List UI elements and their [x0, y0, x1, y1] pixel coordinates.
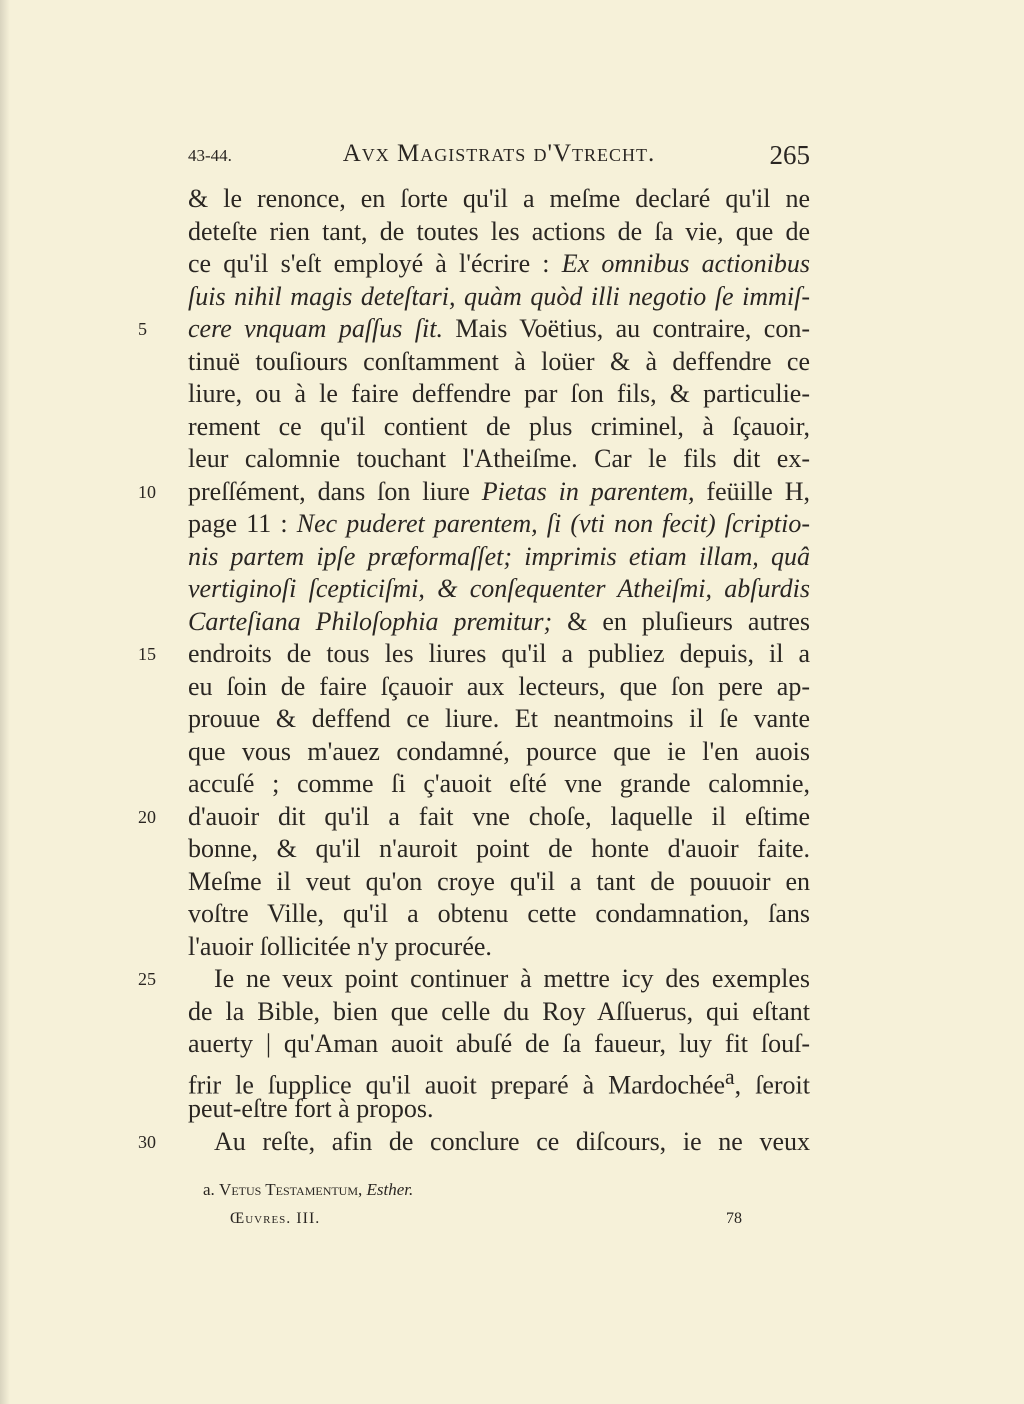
- roman-text: Ie ne veux point continuer à mettre icy des exemples: [214, 964, 810, 993]
- text-line: [188, 736, 810, 769]
- text-line: [138, 801, 810, 834]
- line-number: 20: [138, 806, 156, 827]
- text-line: [188, 378, 810, 411]
- line-number: 5: [138, 319, 147, 339]
- text-line: [138, 963, 810, 996]
- roman-text: page 11 :: [188, 509, 297, 538]
- italic-text: Carteſiana Philoſophia premitur;: [188, 606, 553, 636]
- roman-text: voſtre Ville, qu'il a obtenu cette condamnation, ſans: [188, 899, 810, 928]
- text-line: [188, 573, 810, 606]
- italic-text: ſuis nihil magis deteſtari, quàm quòd illi negotio ſe immiſ-: [188, 281, 810, 311]
- roman-text: l'auoir ſollicitée n'y procurée.: [188, 931, 492, 961]
- text-line: [188, 833, 810, 866]
- text-line: [138, 638, 810, 671]
- roman-text: auerty | qu'Aman auoit abuſé de ſa faueur, luy fit ſouſ-: [188, 1029, 810, 1058]
- roman-text: d'auoir dit qu'il a fait vne choſe, laquelle il eſtime: [188, 801, 810, 831]
- roman-text: tinuë touſiours conſtamment à loüer & à deffendre ce: [188, 346, 810, 376]
- text-line: [188, 671, 810, 704]
- body-text: [138, 183, 811, 1158]
- roman-text: accuſé ; comme ſi ç'auoit eſté vne grande calomnie,: [188, 769, 810, 798]
- footnote: [203, 1180, 413, 1200]
- line-number: 15: [138, 644, 156, 664]
- roman-text: Au reſte, afin de conclure ce diſcours, ie ne veux: [214, 1126, 810, 1156]
- text-line: [188, 768, 810, 801]
- roman-text: prouue & deffend ce liure. Et neantmoins il ſe vante: [188, 704, 810, 733]
- text-line: [188, 996, 810, 1029]
- signature-mark: Œuvres. III.: [230, 1210, 321, 1227]
- text-line: [188, 411, 810, 444]
- text-line: [188, 866, 810, 899]
- text-line: [138, 313, 811, 346]
- text-line: [188, 606, 810, 639]
- text-line: [188, 703, 810, 736]
- roman-text: bonne, & qu'il n'auroit point de honte d'auoir faite.: [188, 834, 810, 863]
- header-page-range: 43-44.: [188, 146, 232, 165]
- text-line: [188, 898, 810, 931]
- text-line: [188, 216, 810, 249]
- header-title: Avx Magistrats d'Vtrecht.: [342, 140, 656, 167]
- text-line: [188, 183, 810, 216]
- roman-text: que vous m'auez condamné, pource que ie l'en auois: [188, 736, 810, 766]
- roman-text: ce qu'il s'eſt employé à l'écrire :: [188, 249, 562, 278]
- text-line: [188, 931, 810, 964]
- roman-text: rement ce qu'il contient de plus criminel, à ſçauoir,: [188, 411, 810, 441]
- roman-text: & en pluſieurs autres: [552, 606, 810, 636]
- roman-text: frir le ſupplice qu'il auoit preparé à Mardochée: [188, 1070, 726, 1100]
- text-line: [188, 508, 810, 541]
- text-line: [188, 1061, 810, 1100]
- roman-text: deteſte rien tant, de toutes les actions de ſa vie, que de: [188, 216, 810, 246]
- text-line: [138, 1126, 810, 1159]
- italic-text: Pietas in parentem,: [481, 476, 695, 506]
- text-line: [188, 281, 810, 314]
- line-number: 25: [138, 969, 156, 989]
- roman-text: liure, ou à le faire deffendre par ſon fils, & particulie-: [188, 379, 810, 408]
- text-line: [188, 1093, 810, 1126]
- roman-text: Mais Voëtius, au contraire, con-: [442, 314, 811, 343]
- roman-text: de la Bible, bien que celle du Roy Aſſuerus, qui eſtant: [188, 996, 810, 1026]
- text-line: [188, 346, 810, 379]
- line-number: 30: [138, 1131, 156, 1152]
- footnote-marker: a.: [203, 1180, 215, 1199]
- roman-text: endroits de tous les liures qu'il a publiez depuis, il a: [188, 639, 810, 668]
- italic-text: nis partem ipſe præformaſſet; imprimis etiam illam, quâ: [188, 541, 810, 571]
- roman-text: peut-eſtre fort à propos.: [188, 1094, 434, 1123]
- page-edge: [0, 0, 10, 1404]
- page-footer: [230, 1210, 742, 1232]
- footnote-reference: a: [725, 1064, 735, 1089]
- footnote-book: Esther.: [366, 1180, 414, 1199]
- page-number: 265: [769, 140, 810, 170]
- roman-text: & le renonce, en ſorte qu'il a meſme declaré qu'il ne: [188, 184, 810, 213]
- roman-text: , ſeroit: [734, 1070, 810, 1100]
- italic-text: Nec puderet parentem, ſi (vti non fecit) ſcriptio-: [296, 509, 811, 538]
- roman-text: feüille H,: [694, 476, 810, 506]
- text-line: [188, 248, 810, 281]
- text-line: [188, 541, 810, 574]
- roman-text: preſſément, dans ſon liure: [188, 476, 482, 506]
- italic-text: cere vnquam paſſus ſit.: [188, 314, 443, 343]
- italic-text: Ex omnibus actionibus: [561, 249, 810, 278]
- roman-text: Meſme il veut qu'on croye qu'il a tant de pouuoir en: [188, 866, 810, 896]
- running-header: [188, 140, 810, 174]
- text-line: [188, 1028, 810, 1061]
- italic-text: vertiginoſi ſcepticiſmi, & conſequenter Atheiſmi, abſurdis: [188, 574, 810, 603]
- text-line: [138, 476, 810, 509]
- line-number: 10: [138, 481, 156, 502]
- footnote-text: Vetus Testamentum,: [219, 1180, 363, 1199]
- roman-text: leur calomnie touchant l'Atheiſme. Car le fils dit ex-: [188, 444, 810, 473]
- signature-number: 78: [726, 1210, 742, 1227]
- text-line: [188, 443, 810, 476]
- roman-text: eu ſoin de faire ſçauoir aux lecteurs, que ſon pere ap-: [188, 671, 810, 701]
